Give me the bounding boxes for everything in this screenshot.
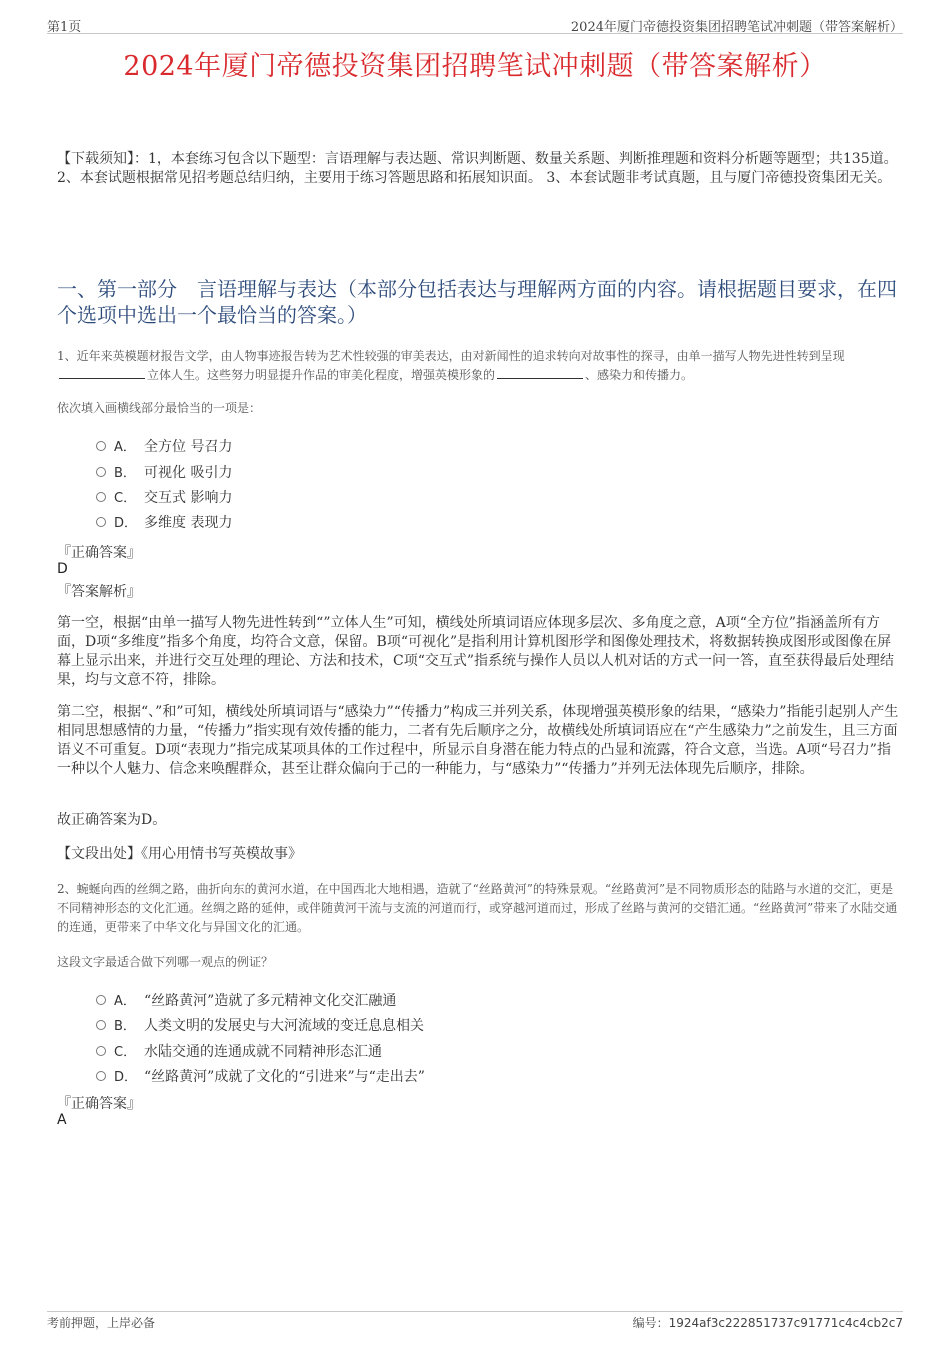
section-heading: 一、第一部分 言语理解与表达（本部分包括表达与理解两方面的内容。请根据题目要求，在四个选项中选出一个最恰当的答案。） — [57, 277, 897, 327]
document-code-value: 1924af3c222851737c91771c4c4cb2c7 — [668, 1316, 903, 1330]
analysis-paragraph-1: 第一空，根据“由单一描写人物先进性转到“”立体人生”可知，横线处所填词语应体现多层次、多角度之意，A项“全方位”指涵盖所有方面，D项“多维度”指多个角度，均符合文意，保留。B项“可视化”是指利用计算机图形学和图像处理技术，将数据转换成图形或图像在屏幕上显示出来，并进行交互处理的理论、方法和技术，C项“交互式”指系统与操作人员以人机对话的方式一问一答，直至获得最后处理结果，均与文意不符，排除。 — [57, 615, 895, 688]
radio-button[interactable] — [96, 467, 106, 477]
fill-blank-2 — [497, 366, 583, 379]
footer-divider — [47, 1311, 903, 1312]
option-c[interactable]: C． 交互式 影响力 — [96, 487, 232, 509]
radio-button[interactable] — [96, 1020, 106, 1030]
option-c[interactable]: C． 水陆交通的连通成就不同精神形态汇通 — [96, 1041, 382, 1063]
radio-button[interactable] — [96, 517, 106, 527]
option-b[interactable]: B． 人类文明的发展史与大河流域的变迁息息相关 — [96, 1015, 424, 1037]
radio-button[interactable] — [96, 441, 106, 451]
document-code — [633, 1314, 903, 1331]
option-b[interactable]: B． 可视化 吸引力 — [96, 462, 232, 484]
analysis-label: 『答案解析』 — [57, 584, 141, 600]
analysis-conclusion: 故正确答案为D。 — [57, 812, 167, 828]
source-citation: 【文段出处】《用心用情书写英模故事》 — [57, 846, 302, 862]
header-divider — [47, 33, 903, 34]
option-a[interactable]: A． 全方位 号召力 — [96, 436, 232, 458]
radio-button[interactable] — [96, 492, 106, 502]
question-1-text-part-c: 、感染力和传播力。 — [585, 368, 694, 382]
answer-value: D — [57, 561, 68, 577]
option-d[interactable]: D． “丝路黄河”成就了文化的“引进来”与“走出去” — [96, 1066, 425, 1088]
download-notice: 【下载须知】：1，本套练习包含以下题型：言语理解与表达题、常识判断题、数量关系题、判断推理题和资料分析题等题型；共135道。 2、本套试题根据常见招考题总结归纳，主要用于练习答题思路和拓展知识面。 3、本套试题非考试真题，且与厦门帝德投资集团无关。 — [57, 151, 898, 186]
question-2-prompt: 这段文字最适合做下列哪一观点的例证？ — [57, 955, 274, 969]
page-number: 第1页 — [47, 20, 82, 35]
document-code-label: 编号： — [632, 1316, 669, 1330]
page-title: 2024年厦门帝德投资集团招聘笔试冲刺题（带答案解析） — [123, 51, 827, 82]
answer-label: 『正确答案』 — [57, 545, 141, 561]
fill-blank-1 — [59, 366, 145, 379]
radio-button[interactable] — [96, 1046, 106, 1056]
option-d[interactable]: D． 多维度 表现力 — [96, 512, 232, 534]
radio-button[interactable] — [96, 1071, 106, 1081]
question-1-text-part-a: 1、近年来英模题材报告文学，由人物事迹报告转为艺术性较强的审美表达，由对新闻性的追求转向对故事性的探寻，由单一描写人物先进性转到呈现 — [57, 349, 845, 363]
running-header: 2024年厦门帝德投资集团招聘笔试冲刺题（带答案解析） — [570, 20, 903, 35]
answer-label: 『正确答案』 — [57, 1096, 141, 1112]
analysis-paragraph-2: 第二空，根据“、”和”可知，横线处所填词语与“感染力”“传播力”构成三并列关系，体现增强英模形象的结果，“感染力”指能引起别人产生相同思想感情的力量，“传播力”指实现有效传播的能力，二者有先后顺序之分，故横线处所填词语应在“产生感染力”之前发生，且三方面语义不可重复。D项“表现力”指完成某项具体的工作过程中，所显示自身潜在能力特点的凸显和流露，符合文意，当选。A项“号召力”指一种以个人魅力、信念来唤醒群众，甚至让群众偏向于己的一种能力，与“感染力”“传播力”并列无法体现先后顺序，排除。 — [57, 704, 899, 777]
question-2-text: 2、蜿蜒向西的丝绸之路，曲折向东的黄河水道，在中国西北大地相遇，造就了“丝路黄河”的特殊景观。“丝路黄河”是不同物质形态的陆路与水道的交汇，更是不同精神形态的文化汇通。丝绸之路的延伸，或伴随黄河干流与支流的河道而行，或穿越河道而过，形成了丝路与黄河的交错汇通。“丝路黄河”带来了水陆交通的连通，更带来了中华文化与异国文化的汇通。 — [57, 882, 898, 934]
footer-slogan: 考前押题，上岸必备 — [47, 1316, 156, 1330]
option-a[interactable]: A． “丝路黄河”造就了多元精神文化交汇融通 — [96, 990, 396, 1012]
answer-value: A — [57, 1112, 67, 1128]
question-1-text — [57, 347, 899, 385]
question-1-prompt: 依次填入画横线部分最恰当的一项是： — [57, 401, 262, 415]
radio-button[interactable] — [96, 995, 106, 1005]
question-1-text-part-b: 立体人生。这些努力明显提升作品的审美化程度，增强英模形象的 — [147, 368, 496, 382]
